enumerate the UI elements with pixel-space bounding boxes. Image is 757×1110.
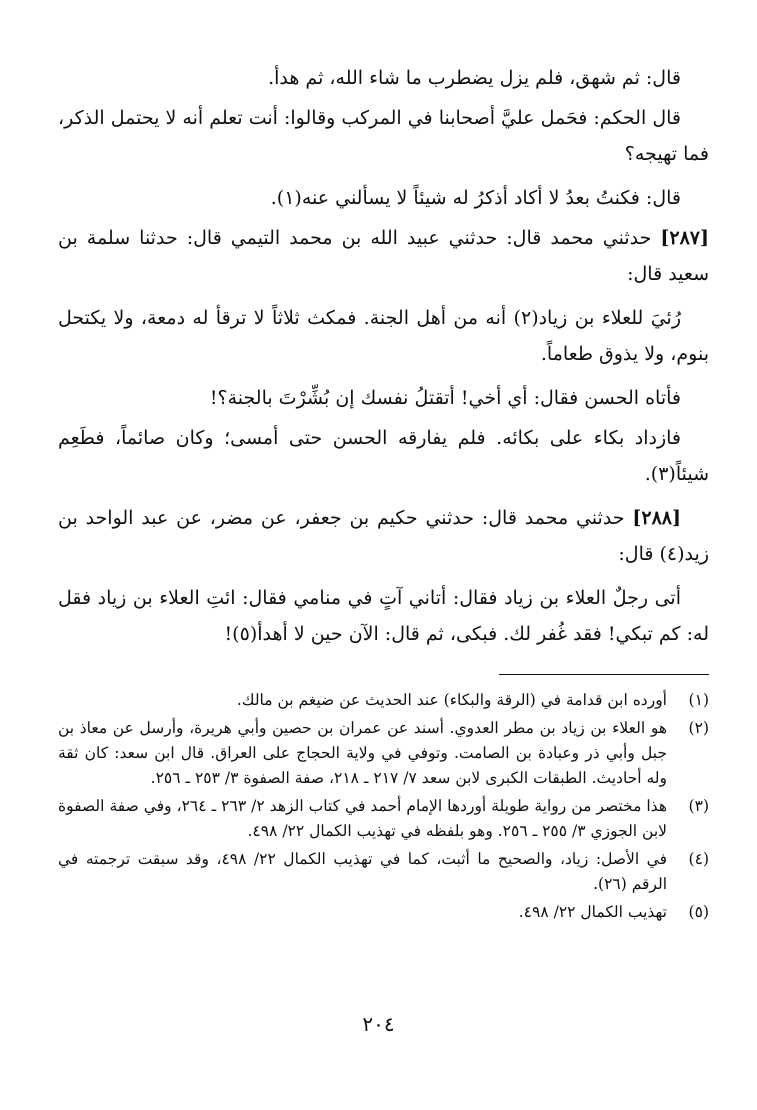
footnote (58, 794, 709, 844)
footnote-number: (٣) (688, 797, 709, 815)
paragraph: رُئيَ للعلاء بن زياد(٢) أنه من أهل الجنة. فمكث ثلاثاً لا ترقأ له دمعة، ولا يكتحل بنوم، ولا يذوق طعاماً. (58, 307, 709, 365)
main-text (58, 60, 709, 660)
paragraph-text: حدثني محمد قال: حدثني حكيم بن جعفر، عن مضر، عن عبد الواحد بن زيد(٤) قال: (58, 507, 709, 565)
footnote (58, 847, 709, 897)
footnote-text: تهذيب الكمال ٢٢/ ٤٩٨. (518, 903, 667, 921)
footnote-text: في الأصل: زياد، والصحيح ما أثبت، كما في تهذيب الكمال ٢٢/ ٤٩٨، وقد سبقت ترجمته في الرقم (٢٦). (58, 850, 667, 893)
page-number: ٢٠٤ (362, 1012, 395, 1036)
hadith-number: [٢٨٧] (660, 227, 709, 249)
footnote-separator (499, 674, 709, 675)
footnote-number: (٤) (688, 850, 709, 868)
paragraph: قال: ثم شهق، فلم يزل يضطرب ما شاء الله، ثم هدأ. (268, 67, 681, 89)
paragraph-text: حدثني محمد قال: حدثني عبيد الله بن محمد التيمي قال: حدثنا سلمة بن سعيد قال: (58, 227, 709, 285)
footnote-number: (١) (688, 691, 709, 709)
paragraph: فأتاه الحسن فقال: أي أخي! أتقتلُ نفسك إن بُشِّرْتَ بالجنة؟! (209, 387, 681, 409)
footnote-text: أورده ابن قدامة في (الرقة والبكاء) عند الحديث عن ضيغم بن مالك. (236, 691, 667, 709)
paragraph: أتى رجلٌ العلاء بن زياد فقال: أتاني آتٍ في منامي فقال: ائتِ العلاء بن زياد فقل له: كم تبكي! فقد غُفر لك. فبكى، ثم قال: الآن حين لا أهدأ(٥)! (58, 587, 709, 645)
paragraph: فازداد بكاء على بكائه. فلم يفارقه الحسن حتى أمسى؛ وكان صائماً، فطَعِم شيئاً(٣). (58, 427, 709, 485)
footnote-text: هو العلاء بن زياد بن مطر العدوي. أسند عن عمران بن حصين وأبي هريرة، وأرسل عن معاذ بن جبل وأبي ذر وعبادة بن الصامت. وتوفي في ولاية الحجاج على العراق. قال ابن سعد: كان ثقة وله أحاديث. الطبقات الكبرى لابن سعد ٧/ ٢١٧ ـ ٢١٨، صفة الصفوة ٣/ ٢٥٣ ـ ٢٥٦. (58, 719, 667, 787)
footnote-number: (٥) (688, 903, 709, 921)
hadith-287 (58, 220, 709, 292)
footnote-number: (٢) (688, 719, 709, 737)
footnote (58, 688, 709, 713)
hadith-288 (58, 500, 709, 572)
hadith-number: [٢٨٨] (632, 507, 681, 529)
paragraph: قال الحكم: فحَمل عليَّ أصحابنا في المركب وقالوا: أنت تعلم أنه لا يحتمل الذكر، فما تهيجه؟ (58, 107, 709, 165)
paragraph: قال: فكنتُ بعدُ لا أكاد أذكرُ له شيئاً لا يسألني عنه(١). (270, 187, 681, 209)
footnote (58, 900, 709, 925)
footnotes (58, 688, 709, 928)
footnote-text: هذا مختصر من رواية طويلة أوردها الإمام أحمد في كتاب الزهد ٢/ ٢٦٣ ـ ٢٦٤، وفي صفة الصفوة لابن الجوزي ٣/ ٢٥٥ ـ ٢٥٦. وهو بلفظه في تهذيب الكمال ٢٢/ ٤٩٨. (58, 797, 667, 840)
footnote (58, 716, 709, 791)
